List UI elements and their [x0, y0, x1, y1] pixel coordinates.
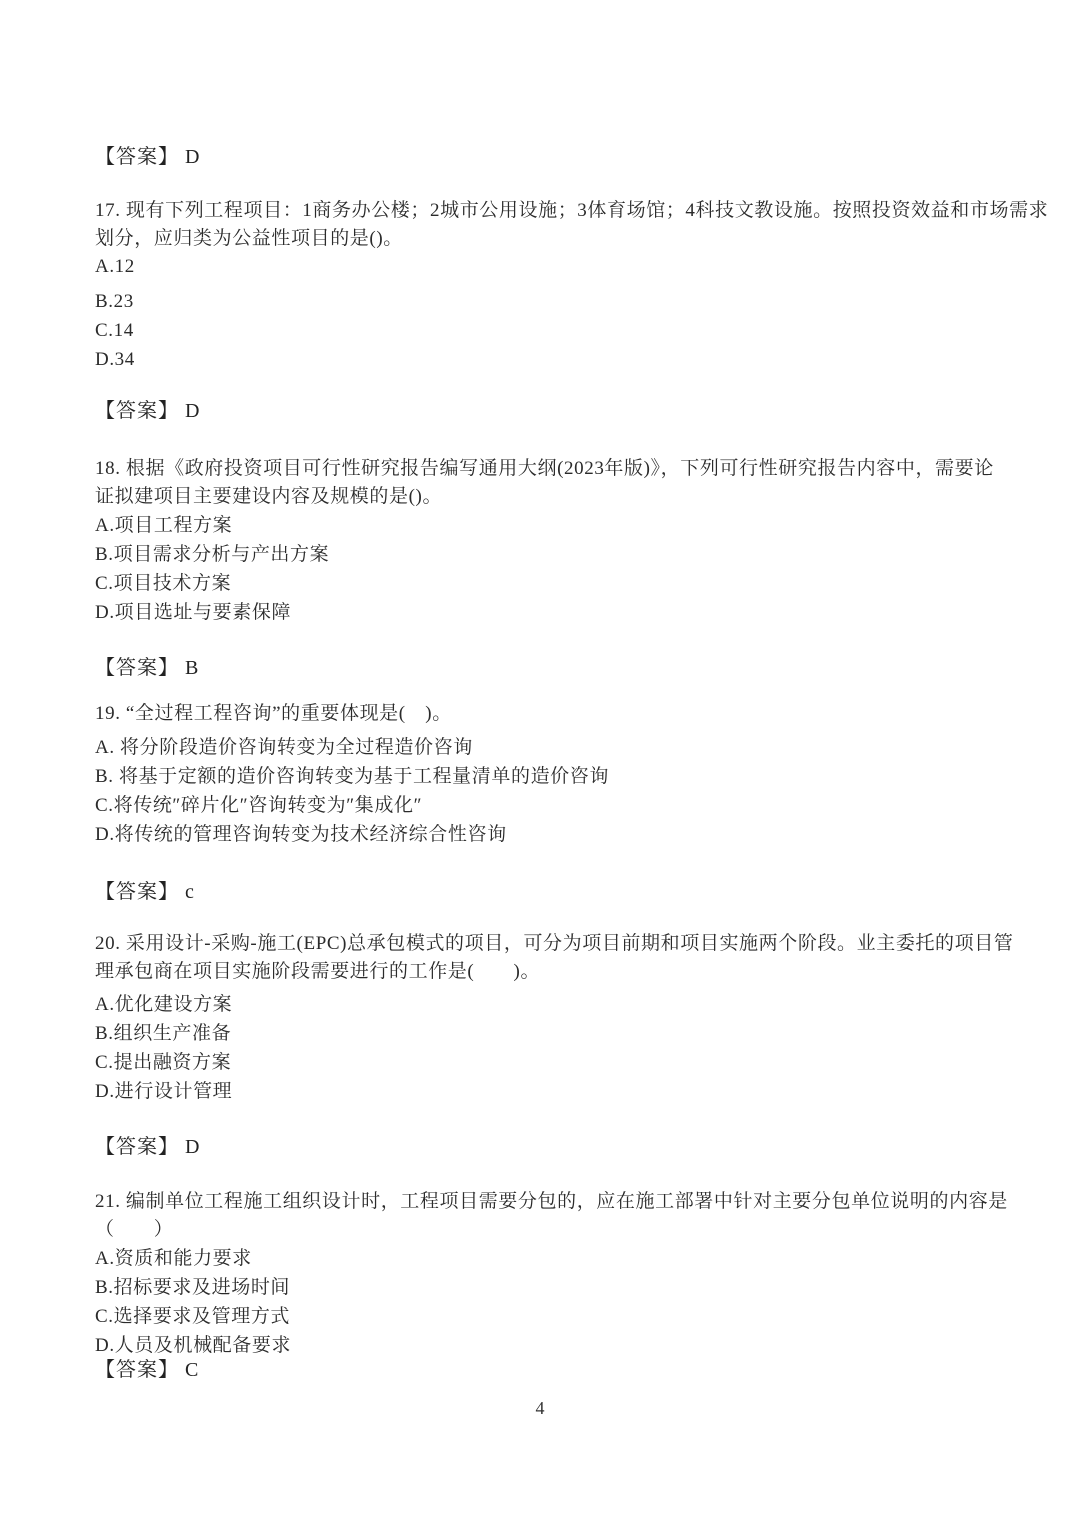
question-19-option-d: D.将传统的管理咨询转变为技术经济综合性咨询 [95, 824, 507, 845]
question-18-option-c: C.项目技术方案 [95, 573, 232, 594]
answer-line-18 [95, 651, 199, 680]
question-20-stem [95, 930, 1013, 986]
question-19-option-c: C.将传统″碎片化″咨询转变为″集成化″ [95, 795, 423, 816]
question-17-option-c: C.14 [95, 320, 134, 341]
question-17-option-d: D.34 [95, 349, 135, 370]
answer-label: 【答案】 [95, 1359, 179, 1381]
question-20-options [95, 990, 232, 1106]
question-20-option-c: C.提出融资方案 [95, 1052, 232, 1073]
answer-value: D [185, 400, 201, 422]
stem-line: 19. “全过程工程咨询”的重要体现是( )。 [95, 703, 452, 724]
stem-line: 18. 根据《政府投资项目可行性研究报告编写通用大纲(2023年版)》，下列可行性研究报告内容中，需要论 [95, 458, 994, 479]
question-20-option-a: A.优化建设方案 [95, 994, 233, 1015]
question-21-option-c: C.选择要求及管理方式 [95, 1306, 291, 1327]
stem-line: 20. 采用设计-采购-施工(EPC)总承包模式的项目，可分为项目前期和项目实施两个阶段。业主委托的项目管 [95, 933, 1014, 954]
question-20-option-d: D.进行设计管理 [95, 1081, 233, 1102]
stem-line: 17. 现有下列工程项目：1商务办公楼；2城市公用设施；3体育场馆；4科技文教设施。按照投资效益和市场需求 [95, 200, 1049, 221]
question-21-option-a: A.资质和能力要求 [95, 1248, 252, 1269]
question-18-options [95, 511, 329, 627]
question-18-option-d: D.项目选址与要素保障 [95, 602, 292, 623]
question-21-option-b: B.招标要求及进场时间 [95, 1277, 291, 1298]
answer-value: D [185, 146, 201, 168]
answer-line-previous [95, 140, 200, 169]
answer-value: D [185, 1136, 201, 1158]
answer-value: c [185, 881, 195, 903]
answer-label: 【答案】 [95, 400, 179, 422]
answer-line-19 [95, 875, 195, 904]
answer-label: 【答案】 [95, 657, 179, 679]
question-18-stem [95, 455, 994, 511]
answer-value: C [185, 1359, 200, 1381]
question-21-option-d: D.人员及机械配备要求 [95, 1335, 292, 1356]
answer-value: B [185, 657, 200, 679]
answer-label: 【答案】 [95, 1136, 179, 1158]
question-20-option-b: B.组织生产准备 [95, 1023, 232, 1044]
stem-line: 划分，应归类为公益性项目的是()。 [95, 228, 403, 249]
answer-line-17 [95, 394, 200, 423]
question-19-options [95, 733, 609, 849]
question-21-options [95, 1244, 291, 1360]
answer-label: 【答案】 [95, 881, 179, 903]
question-17-stem [95, 197, 1048, 253]
stem-line: 证拟建项目主要建设内容及规模的是()。 [95, 486, 443, 507]
question-17-options [95, 252, 135, 374]
page-number: 4 [535, 1398, 545, 1418]
question-19-stem [95, 700, 452, 728]
question-18-option-a: A.项目工程方案 [95, 515, 233, 536]
question-17-option-a: A.12 [95, 256, 135, 277]
question-18-option-b: B.项目需求分析与产出方案 [95, 544, 330, 565]
answer-label: 【答案】 [95, 146, 179, 168]
stem-line: （ ） [95, 1219, 174, 1240]
question-17-option-b: B.23 [95, 291, 134, 312]
answer-line-20 [95, 1130, 200, 1159]
stem-line: 21. 编制单位工程施工组织设计时，工程项目需要分包的，应在施工部署中针对主要分包单位说明的内容是 [95, 1191, 1008, 1212]
stem-line: 理承包商在项目实施阶段需要进行的工作是( )。 [95, 961, 541, 982]
answer-line-21 [95, 1353, 199, 1382]
question-19-option-a: A. 将分阶段造价咨询转变为全过程造价咨询 [95, 737, 473, 758]
question-19-option-b: B. 将基于定额的造价咨询转变为基于工程量清单的造价咨询 [95, 766, 609, 787]
question-21-stem [95, 1188, 1008, 1244]
